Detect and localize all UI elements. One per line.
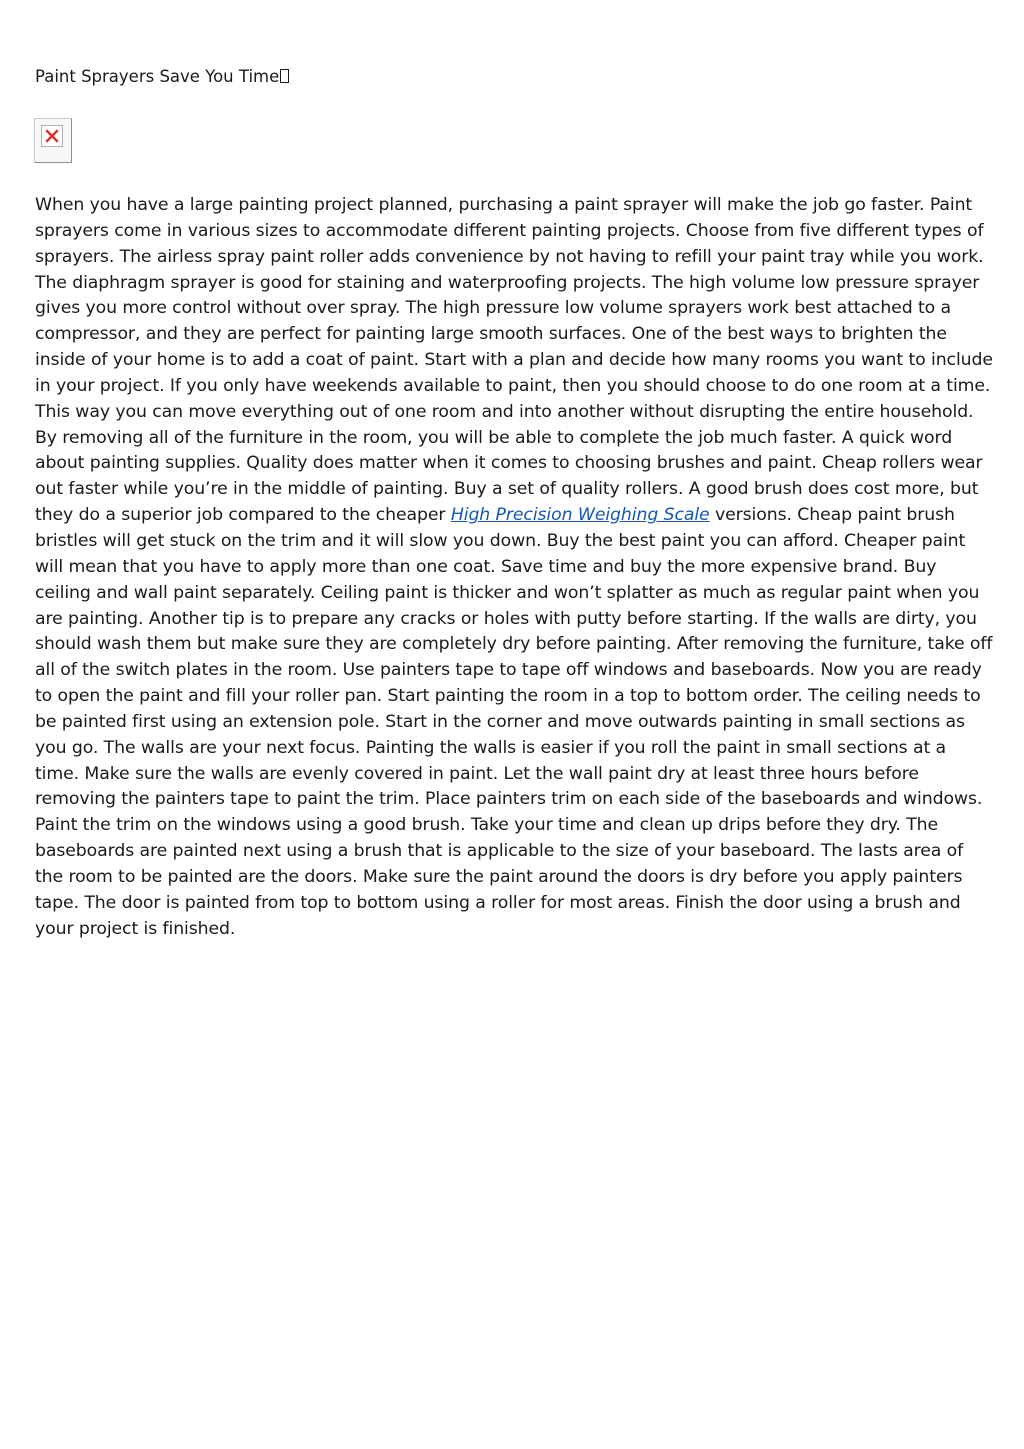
close-x-icon	[45, 129, 59, 143]
document-title-text: Paint Sprayers Save You Time	[35, 67, 280, 86]
paragraph-text-before-link: When you have a large painting project planned, purchasing a paint sprayer will make the job go faster. Paint sprayers come in various sizes to accommodate different painting projects. Choose from five different types of sprayers. The airless spray paint roller adds convenience by not having to refill your paint tray while you work. The diaphragm sprayer is good for staining and waterproofing projects. The high volume low pressure sprayer gives you more control without over spray. The high pressure low volume sprayers work best attached to a compressor, and they are perfect for painting large smooth surfaces. One of the best ways to brighten the inside of your home is to add a coat of paint. Start with a plan and decide how many rooms you want to include in your project. If you only have weekends available to paint, then you should choose to do one room at a time. This way you can move everything out of one room and into another without disrupting the entire household. By removing all of the furniture in the room, you will be able to complete the job much faster. A quick word about painting supplies. Quality does matter when it comes to choosing brushes and paint. Cheap rollers wear out faster while you’re in the middle of painting. Buy a set of quality rollers. A good brush does cost more, but they do a superior job compared to the cheaper	[35, 195, 993, 526]
paragraph-text-after-link: versions. Cheap paint brush bristles will get stuck on the trim and it will slow you down. Buy the best paint you can afford. Cheaper paint will mean that you have to apply more than one coat. Save time and buy the more expensive brand. Buy ceiling and wall paint separately. Ceiling paint is thicker and won’t splatter as much as regular paint when you are painting. Another tip is to prepare any cracks or holes with putty before starting. If the walls are dirty, you should wash them but make sure they are completely dry before painting. After removing the furniture, take off all of the switch plates in the room. Use painters tape to tape off windows and baseboards. Now you are ready to open the paint and fill your roller pan. Start painting the room in a top to bottom order. The ceiling needs to be painted first using an extension pole. Start in the corner and move outwards painting in small sections as you go. The walls are your next focus. Painting the walls is easier if you roll the paint in small sections at a time. Make sure the walls are evenly covered in paint. Let the wall paint dry at least three hours before removing the painters tape to paint the trim. Place painters trim on each side of the baseboards and windows. Paint the trim on the windows using a good brush. Take your time and clean up drips before they dry. The baseboards are painted next using a brush that is applicable to the size of your baseboard. The lasts area of the room to be painted are the doors. Make sure the paint around the doors is dry before you apply painters tape. The door is painted from top to bottom using a roller for most areas. Finish the door using a brush and your project is finished.	[35, 505, 993, 939]
weighing-scale-link[interactable]: High Precision Weighing Scale	[450, 505, 710, 526]
document-title	[35, 66, 289, 88]
broken-image-icon	[34, 118, 72, 163]
missing-glyph-box	[280, 69, 289, 83]
article-paragraph	[35, 193, 993, 942]
broken-image-frame	[41, 125, 63, 147]
